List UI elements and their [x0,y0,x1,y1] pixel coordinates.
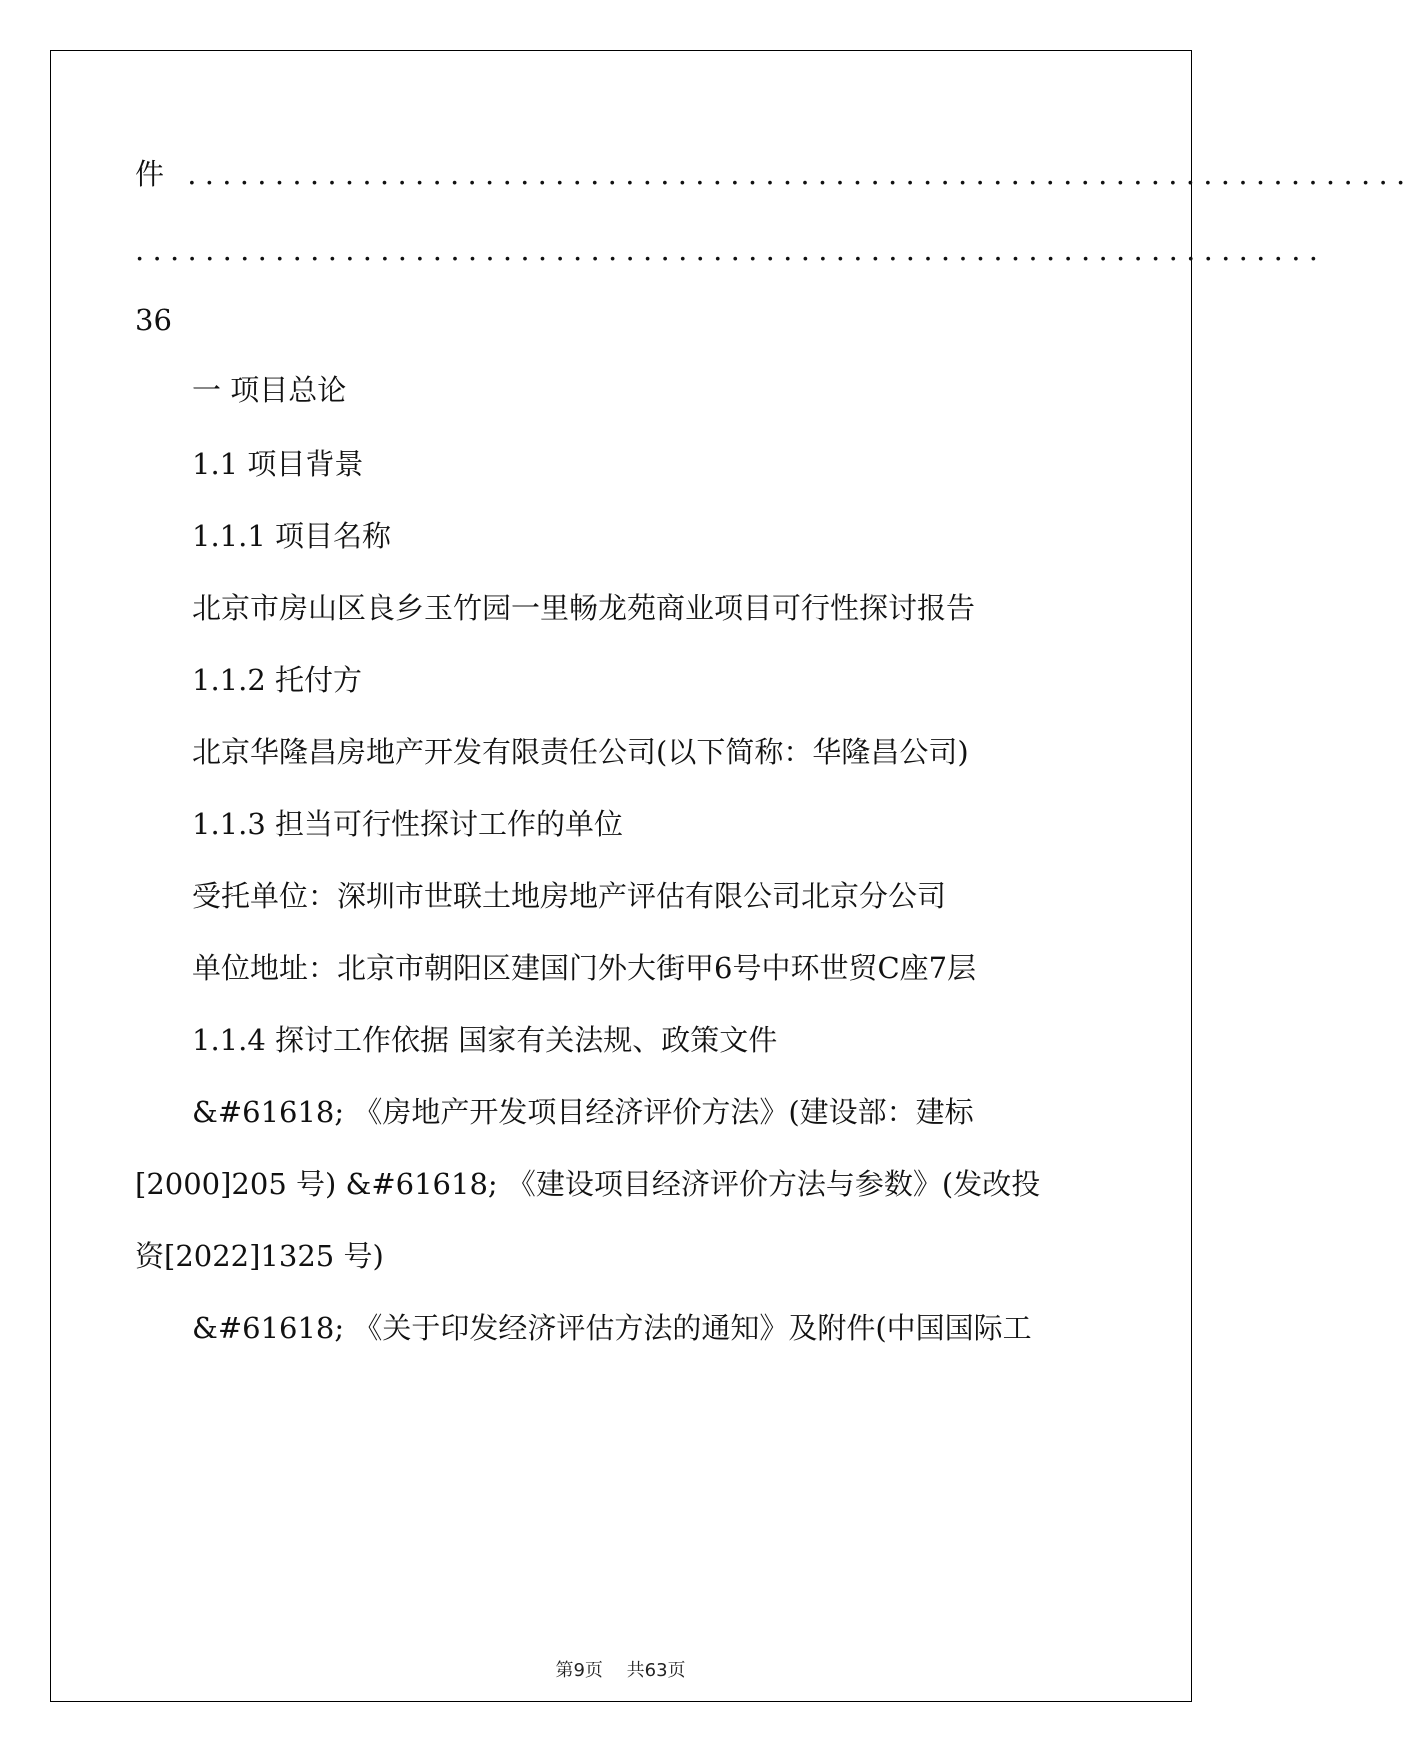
client-paragraph: 北京华隆昌房地产开发有限责任公司(以下简称：华隆昌公司) [192,735,969,769]
toc-leader-dots-continued: .................................................................... [135,233,1327,267]
page-border [50,50,1192,1702]
toc-entry-tail [135,156,1414,192]
toc-entry-text: 件 [135,157,165,191]
chapter-heading: 一 项目总论 [192,373,347,407]
section-heading-1-1-1: 1.1.1 项目名称 [192,519,392,553]
basis-paragraph-line-3: 资[2022]1325 号) [135,1239,384,1273]
toc-page-number: 36 [135,303,172,337]
project-name-paragraph: 北京市房山区良乡玉竹园一里畅龙苑商业项目可行性探讨报告 [192,591,976,625]
total-pages-label: 共63页 [626,1660,686,1681]
section-heading-1-1-3: 1.1.3 担当可行性探讨工作的单位 [192,807,624,841]
basis-paragraph-line-2: [2000]205 号) &#61618; 《建设项目经济评价方法与参数》(发改投 [135,1167,1041,1201]
section-heading-1-1: 1.1 项目背景 [192,447,364,481]
section-heading-1-1-4: 1.1.4 探讨工作依据 国家有关法规、政策文件 [192,1023,778,1057]
current-page-label: 第9页 [555,1660,603,1681]
toc-leader-dots: ...................................................................... [187,157,1414,191]
page-footer [0,1656,1241,1682]
basis-paragraph-line-1: &#61618; 《房地产开发项目经济评价方法》(建设部：建标 [192,1095,974,1129]
unit-address-paragraph: 单位地址：北京市朝阳区建国门外大街甲6号中环世贸C座7层 [192,951,977,985]
entrusted-unit-paragraph: 受托单位：深圳市世联土地房地产评估有限公司北京分公司 [192,879,947,913]
section-heading-1-1-2: 1.1.2 托付方 [192,663,363,697]
basis-paragraph-line-4: &#61618; 《关于印发经济评估方法的通知》及附件(中国国际工 [192,1311,1032,1345]
